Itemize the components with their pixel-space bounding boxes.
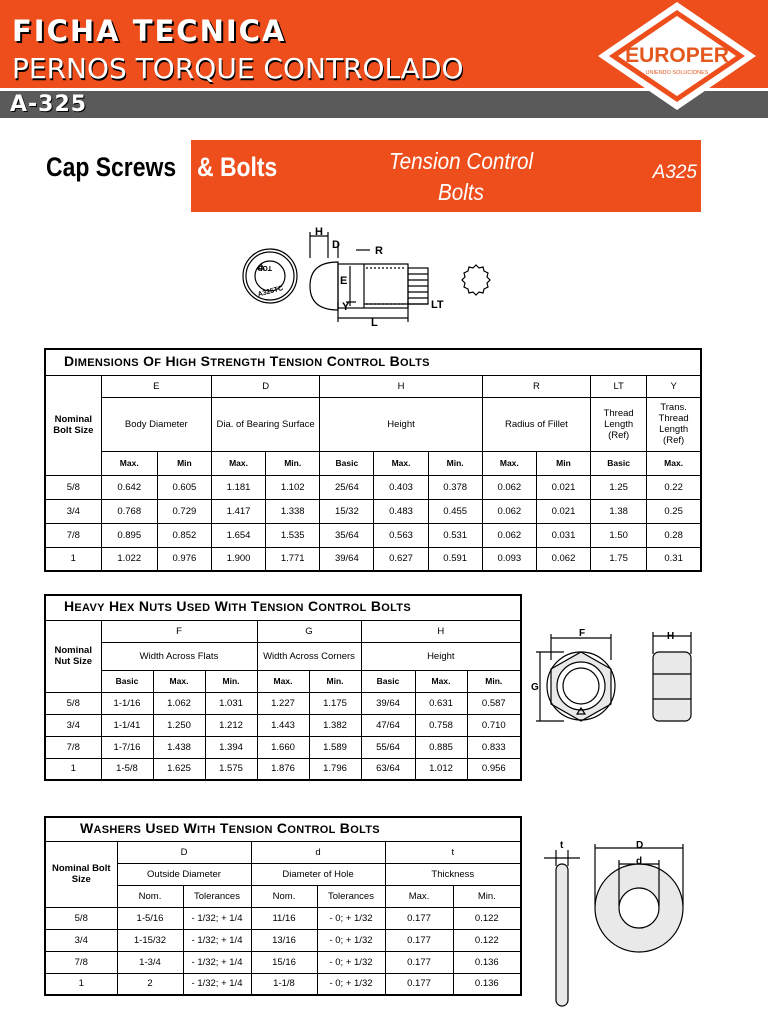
table-cell: - 0; + 1/32 (317, 929, 385, 951)
table-cell: 1.022 (101, 547, 157, 571)
table-cell: 0.093 (482, 547, 536, 571)
svg-text:D: D (636, 840, 644, 851)
svg-text:G: G (531, 682, 539, 693)
col-F: F (101, 620, 257, 642)
table-cell: 0.729 (157, 499, 211, 523)
table-cell: 13/16 (251, 929, 317, 951)
svg-text:LT: LT (431, 299, 444, 311)
table-cell: 1.181 (211, 475, 265, 499)
table-cell: 1.575 (205, 758, 257, 780)
table-cell: 1.535 (266, 523, 320, 547)
table-cell: 1.900 (211, 547, 265, 571)
col-Y: Y (647, 375, 701, 397)
tension-line1: Tension Control (388, 148, 534, 174)
row-size-cell: 3/4 (45, 929, 117, 951)
table-cell: 0.852 (157, 523, 211, 547)
table-cell: 0.885 (415, 736, 467, 758)
svg-text:D: D (332, 239, 340, 251)
svg-text:L: L (371, 317, 378, 329)
table-cell: 1.38 (591, 499, 647, 523)
table-cell: 0.631 (415, 692, 467, 714)
row-size-cell: 1 (45, 547, 101, 571)
table-cell: 0.021 (536, 499, 590, 523)
table-cell: 35/64 (320, 523, 374, 547)
table-cell: 0.642 (101, 475, 157, 499)
row-size-cell: 5/8 (45, 907, 117, 929)
table-cell: 0.177 (385, 973, 453, 995)
table-cell: 1.25 (591, 475, 647, 499)
col-H2: H (361, 620, 521, 642)
table-cell: 0.591 (428, 547, 482, 571)
table-row (45, 736, 521, 758)
table-cell: 0.177 (385, 907, 453, 929)
table-cell: 0.531 (428, 523, 482, 547)
table-cell: 0.031 (536, 523, 590, 547)
table-row (45, 714, 521, 736)
row-size-cell: 3/4 (45, 714, 101, 736)
svg-text:A325TC: A325TC (257, 285, 285, 299)
banner-box (191, 140, 701, 212)
table-cell: 1.771 (266, 547, 320, 571)
tension-control-label (353, 146, 569, 208)
table-cell: 47/64 (361, 714, 415, 736)
table-cell: 1.589 (309, 736, 361, 758)
table-cell: 0.22 (647, 475, 701, 499)
table-cell: 1.031 (205, 692, 257, 714)
washers-table (44, 816, 522, 996)
desc-width-corners: Width Across Corners (257, 642, 361, 670)
table-cell: 0.627 (374, 547, 428, 571)
row-size-cell: 7/8 (45, 736, 101, 758)
col-H: H (320, 375, 482, 397)
table-cell: 1.012 (415, 758, 467, 780)
table-cell: 39/64 (320, 547, 374, 571)
table-row (45, 692, 521, 714)
table-cell: 0.25 (647, 499, 701, 523)
table-cell: - 1/32; + 1/4 (183, 951, 251, 973)
desc-outside-diameter: Outside Diameter (117, 863, 251, 885)
table-cell: 1.062 (153, 692, 205, 714)
table-cell: 0.31 (647, 547, 701, 571)
table3-title: WASHERS USED WITH TENSION CONTROL BOLTS (45, 817, 521, 841)
table2-title: HEAVY HEX NUTS USED WITH TENSION CONTROL BOLTS (45, 595, 521, 620)
table-cell: 0.136 (453, 973, 521, 995)
table-cell: 0.378 (428, 475, 482, 499)
nominal-nut-size-header: Nominal Nut Size (45, 620, 101, 692)
table-cell: 15/32 (320, 499, 374, 523)
nominal-bolt-size-header: Nominal Bolt Size (45, 375, 101, 475)
row-size-cell: 3/4 (45, 499, 101, 523)
svg-text:d: d (636, 856, 643, 867)
svg-text:H: H (315, 226, 323, 238)
logo-tagline: UNIENDO SOLUCIONES (645, 70, 709, 76)
table-cell: 0.976 (157, 547, 211, 571)
desc-nut-height: Height (361, 642, 521, 670)
col-D: D (211, 375, 319, 397)
table-row (45, 951, 521, 973)
svg-text:TCB: TCB (257, 264, 272, 271)
table-cell: 0.021 (536, 475, 590, 499)
row-size-cell: 1 (45, 973, 117, 995)
table-cell: 15/16 (251, 951, 317, 973)
table-cell: 25/64 (320, 475, 374, 499)
table-cell: 1-15/32 (117, 929, 183, 951)
nuts-table (44, 594, 522, 781)
table-cell: 0.136 (453, 951, 521, 973)
table-cell: 0.122 (453, 929, 521, 951)
table-cell: 1-7/16 (101, 736, 153, 758)
table-cell: 1.876 (257, 758, 309, 780)
table-cell: 1-5/8 (101, 758, 153, 780)
table-cell: 0.587 (467, 692, 521, 714)
table-cell: 0.758 (415, 714, 467, 736)
table-cell: 1-3/4 (117, 951, 183, 973)
table-cell: - 0; + 1/32 (317, 951, 385, 973)
table-cell: 0.483 (374, 499, 428, 523)
desc-thread-length: Thread Length (Ref) (591, 397, 647, 451)
table-cell: 1-5/16 (117, 907, 183, 929)
table-row (45, 475, 701, 499)
table-cell: 1.417 (211, 499, 265, 523)
table3-subheader: Nom. Tolerances Nom. Tolerances Max. Min. (45, 885, 521, 907)
table-cell: 1.250 (153, 714, 205, 736)
table-cell: 0.833 (467, 736, 521, 758)
table-cell: 0.455 (428, 499, 482, 523)
table-cell: 0.177 (385, 929, 453, 951)
table-cell: 0.956 (467, 758, 521, 780)
svg-text:H: H (667, 631, 675, 642)
col-D3: D (117, 841, 251, 863)
desc-height: Height (320, 397, 482, 451)
bolts-label: & Bolts (197, 152, 278, 182)
table-cell: 0.062 (482, 475, 536, 499)
table-row (45, 547, 701, 571)
table-cell: 1-1/41 (101, 714, 153, 736)
table-cell: 1.654 (211, 523, 265, 547)
desc-body-diameter: Body Diameter (101, 397, 211, 451)
table-cell: 0.28 (647, 523, 701, 547)
row-size-cell: 5/8 (45, 692, 101, 714)
col-G: G (257, 620, 361, 642)
table-cell: 11/16 (251, 907, 317, 929)
svg-text:F: F (579, 628, 586, 639)
nominal-bolt-size-header-3: Nominal Bolt Size (45, 841, 117, 907)
svg-text:E: E (340, 275, 348, 287)
table1-title: DIMENSIONS OF HIGH STRENGTH TENSION CONTROL BOLTS (45, 349, 701, 375)
table-cell: 1.625 (153, 758, 205, 780)
table-cell: 0.768 (101, 499, 157, 523)
col-E: E (101, 375, 211, 397)
row-size-cell: 7/8 (45, 523, 101, 547)
table-cell: 1.660 (257, 736, 309, 758)
desc-bearing-surface: Dia. of Bearing Surface (211, 397, 319, 451)
table-cell: 1.796 (309, 758, 361, 780)
row-size-cell: 5/8 (45, 475, 101, 499)
europer-logo (594, 0, 760, 112)
desc-width-flats: Width Across Flats (101, 642, 257, 670)
table-row (45, 523, 701, 547)
desc-trans-thread: Trans. Thread Length (Ref) (647, 397, 701, 451)
bolt-diagram (238, 222, 498, 332)
table-cell: - 0; + 1/32 (317, 907, 385, 929)
table-cell: - 0; + 1/32 (317, 973, 385, 995)
table-cell: 0.062 (482, 499, 536, 523)
table2-subheader: Basic Max. Min. Max. Min. Basic Max. Min. (45, 670, 521, 692)
table-cell: 1.394 (205, 736, 257, 758)
table-cell: - 1/32; + 1/4 (183, 907, 251, 929)
table-cell: 1.50 (591, 523, 647, 547)
table-cell: - 1/32; + 1/4 (183, 929, 251, 951)
doc-title: FICHA TECNICA (12, 14, 287, 48)
cap-screws-label: Cap Screws (46, 152, 177, 182)
svg-text:R: R (375, 245, 383, 257)
table-cell: - 1/32; + 1/4 (183, 973, 251, 995)
table-cell: 39/64 (361, 692, 415, 714)
table-cell: 0.177 (385, 951, 453, 973)
table-cell: 0.062 (482, 523, 536, 547)
table1-subheader: Max. Min Max. Min. Basic Max. Min. Max. Min Basic Max. (45, 451, 701, 475)
desc-hole-diameter: Diameter of Hole (251, 863, 385, 885)
desc-thickness: Thickness (385, 863, 521, 885)
table-cell: 0.122 (453, 907, 521, 929)
table-cell: 63/64 (361, 758, 415, 780)
table-cell: 1.338 (266, 499, 320, 523)
table-cell: 1.382 (309, 714, 361, 736)
table-cell: 1.438 (153, 736, 205, 758)
col-t3: t (385, 841, 521, 863)
tension-line2: Bolts (437, 179, 485, 205)
table-cell: 0.895 (101, 523, 157, 547)
table-cell: 0.710 (467, 714, 521, 736)
table-cell: 55/64 (361, 736, 415, 758)
table-cell: 1.102 (266, 475, 320, 499)
col-d3: d (251, 841, 385, 863)
table-row (45, 499, 701, 523)
spec-label: A325 (652, 162, 697, 183)
spec-code: A-325 (10, 92, 88, 117)
table-cell: 0.605 (157, 475, 211, 499)
table-cell: 0.403 (374, 475, 428, 499)
dimensions-table (44, 348, 702, 572)
svg-text:t: t (560, 840, 564, 851)
row-size-cell: 1 (45, 758, 101, 780)
table-cell: 1.212 (205, 714, 257, 736)
col-LT: LT (591, 375, 647, 397)
table-row (45, 758, 521, 780)
table-cell: 0.062 (536, 547, 590, 571)
table-cell: 1-1/16 (101, 692, 153, 714)
table-row (45, 907, 521, 929)
table-cell: 1.75 (591, 547, 647, 571)
table-row (45, 973, 521, 995)
col-R: R (482, 375, 590, 397)
table-cell: 1-1/8 (251, 973, 317, 995)
svg-text:Y: Y (342, 301, 350, 313)
row-size-cell: 7/8 (45, 951, 117, 973)
doc-subtitle: PERNOS TORQUE CONTROLADO (12, 52, 464, 85)
table-cell: 1.175 (309, 692, 361, 714)
desc-radius-fillet: Radius of Fillet (482, 397, 590, 451)
table-cell: 1.227 (257, 692, 309, 714)
table-cell: 0.563 (374, 523, 428, 547)
logo-wordmark: EUROPER (625, 44, 729, 67)
nut-diagram (528, 624, 708, 754)
washer-diagram (538, 836, 708, 1012)
table-cell: 2 (117, 973, 183, 995)
table-cell: 1.443 (257, 714, 309, 736)
table-row (45, 929, 521, 951)
